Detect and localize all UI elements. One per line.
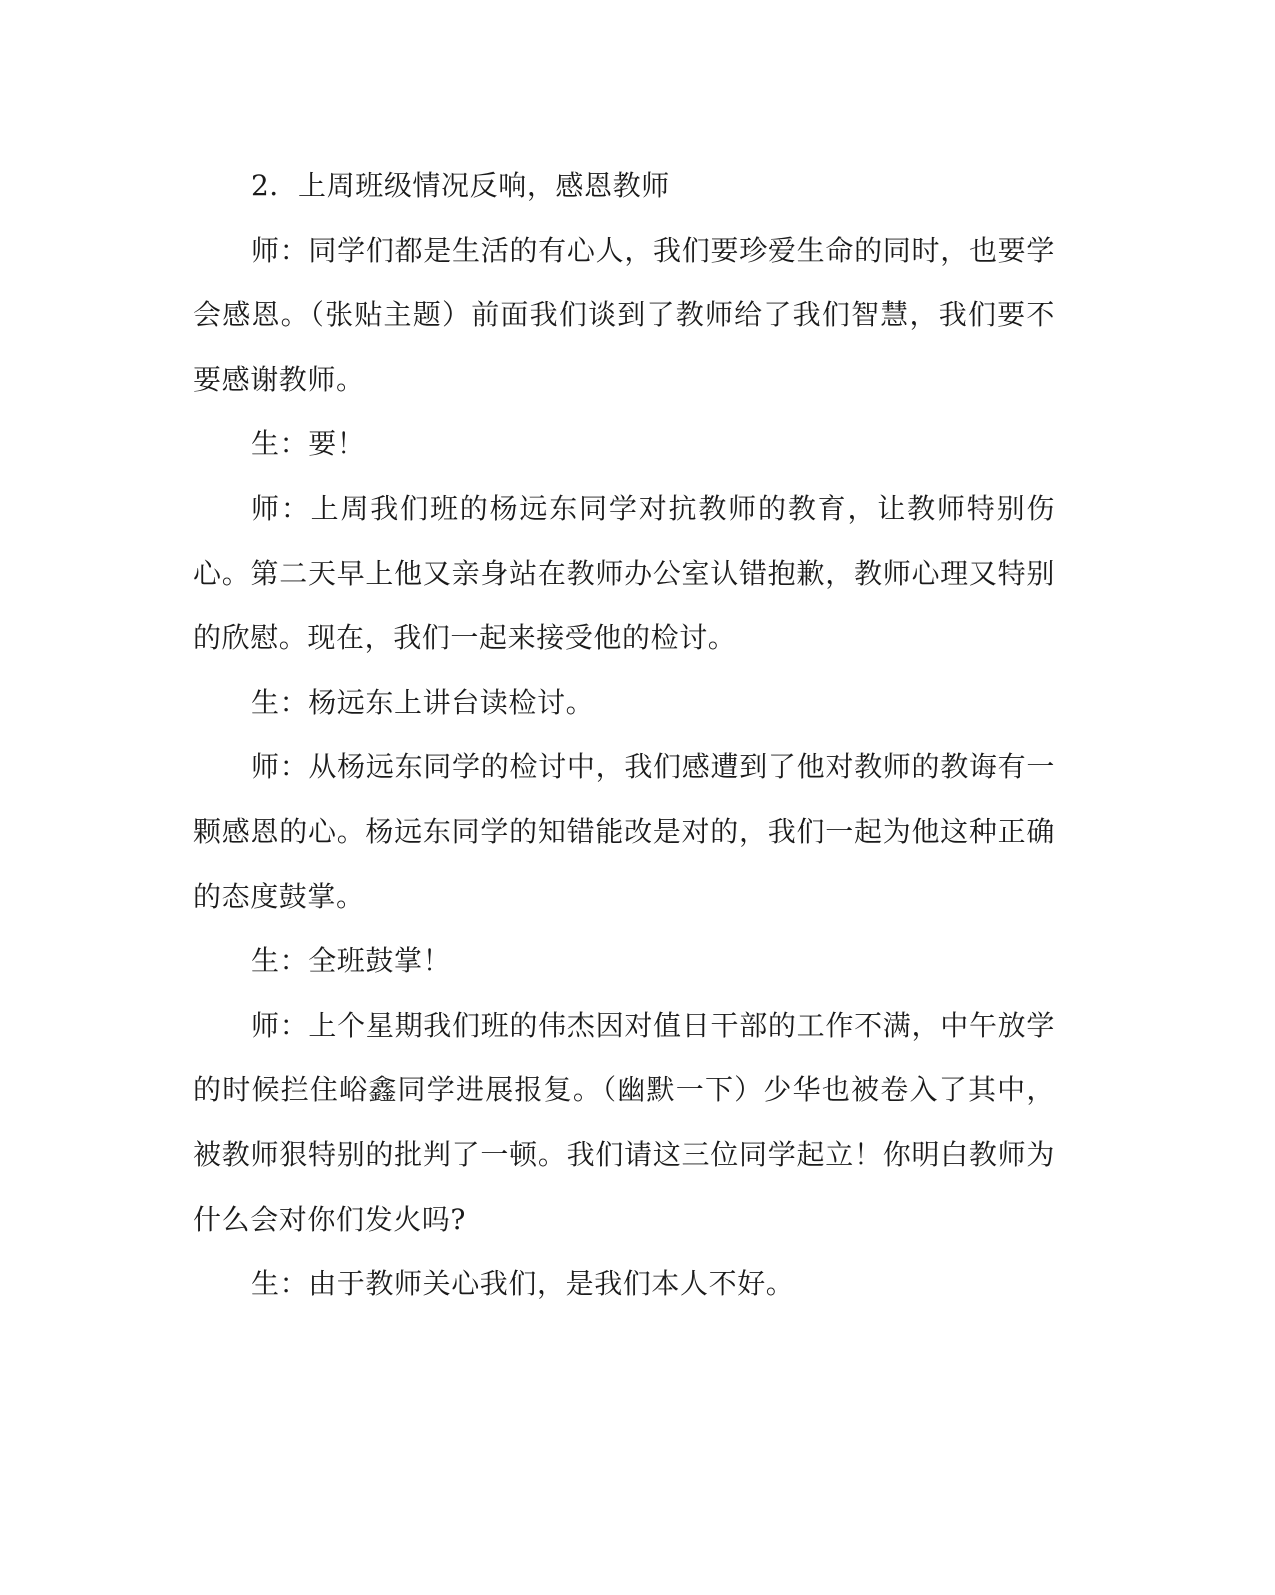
teacher-line: 师：上个星期我们班的伟杰因对值日干部的工作不满，中午放学的时候拦住峪鑫同学进展报复。（幽默一下）少华也被卷入了其中，被教师狠特别的批判了一顿。我们请这三位同学起立！你明白教师为什么会对你们发火吗?: [193, 1008, 1055, 1236]
teacher-line: 师：从杨远东同学的检讨中，我们感遭到了他对教师的教诲有一颗感恩的心。杨远东同学的知错能改是对的，我们一起为他这种正确的态度鼓掌。: [193, 750, 1055, 913]
student-line: 生：要！: [251, 427, 366, 461]
teacher-line: 师：同学们都是生活的有心人，我们要珍爱生命的同时，也要学会感恩。（张贴主题）前面我们谈到了教师给了我们智慧，我们要不要感谢教师。: [193, 233, 1055, 396]
student-line: 生：杨远东上讲台读检讨。: [251, 685, 595, 719]
document-body: [193, 154, 1055, 1317]
student-line: 生：全班鼓掌！: [251, 944, 452, 978]
teacher-line: 师：上周我们班的杨远东同学对抗教师的教育，让教师特别伤心。第二天早上他又亲身站在教师办公室认错抱歉，教师心理又特别的欣慰。现在，我们一起来接受他的检讨。: [193, 491, 1055, 655]
student-line: 生：由于教师关心我们，是我们本人不好。: [251, 1267, 795, 1301]
section-heading: 2．上周班级情况反响，感恩教师: [251, 169, 670, 202]
